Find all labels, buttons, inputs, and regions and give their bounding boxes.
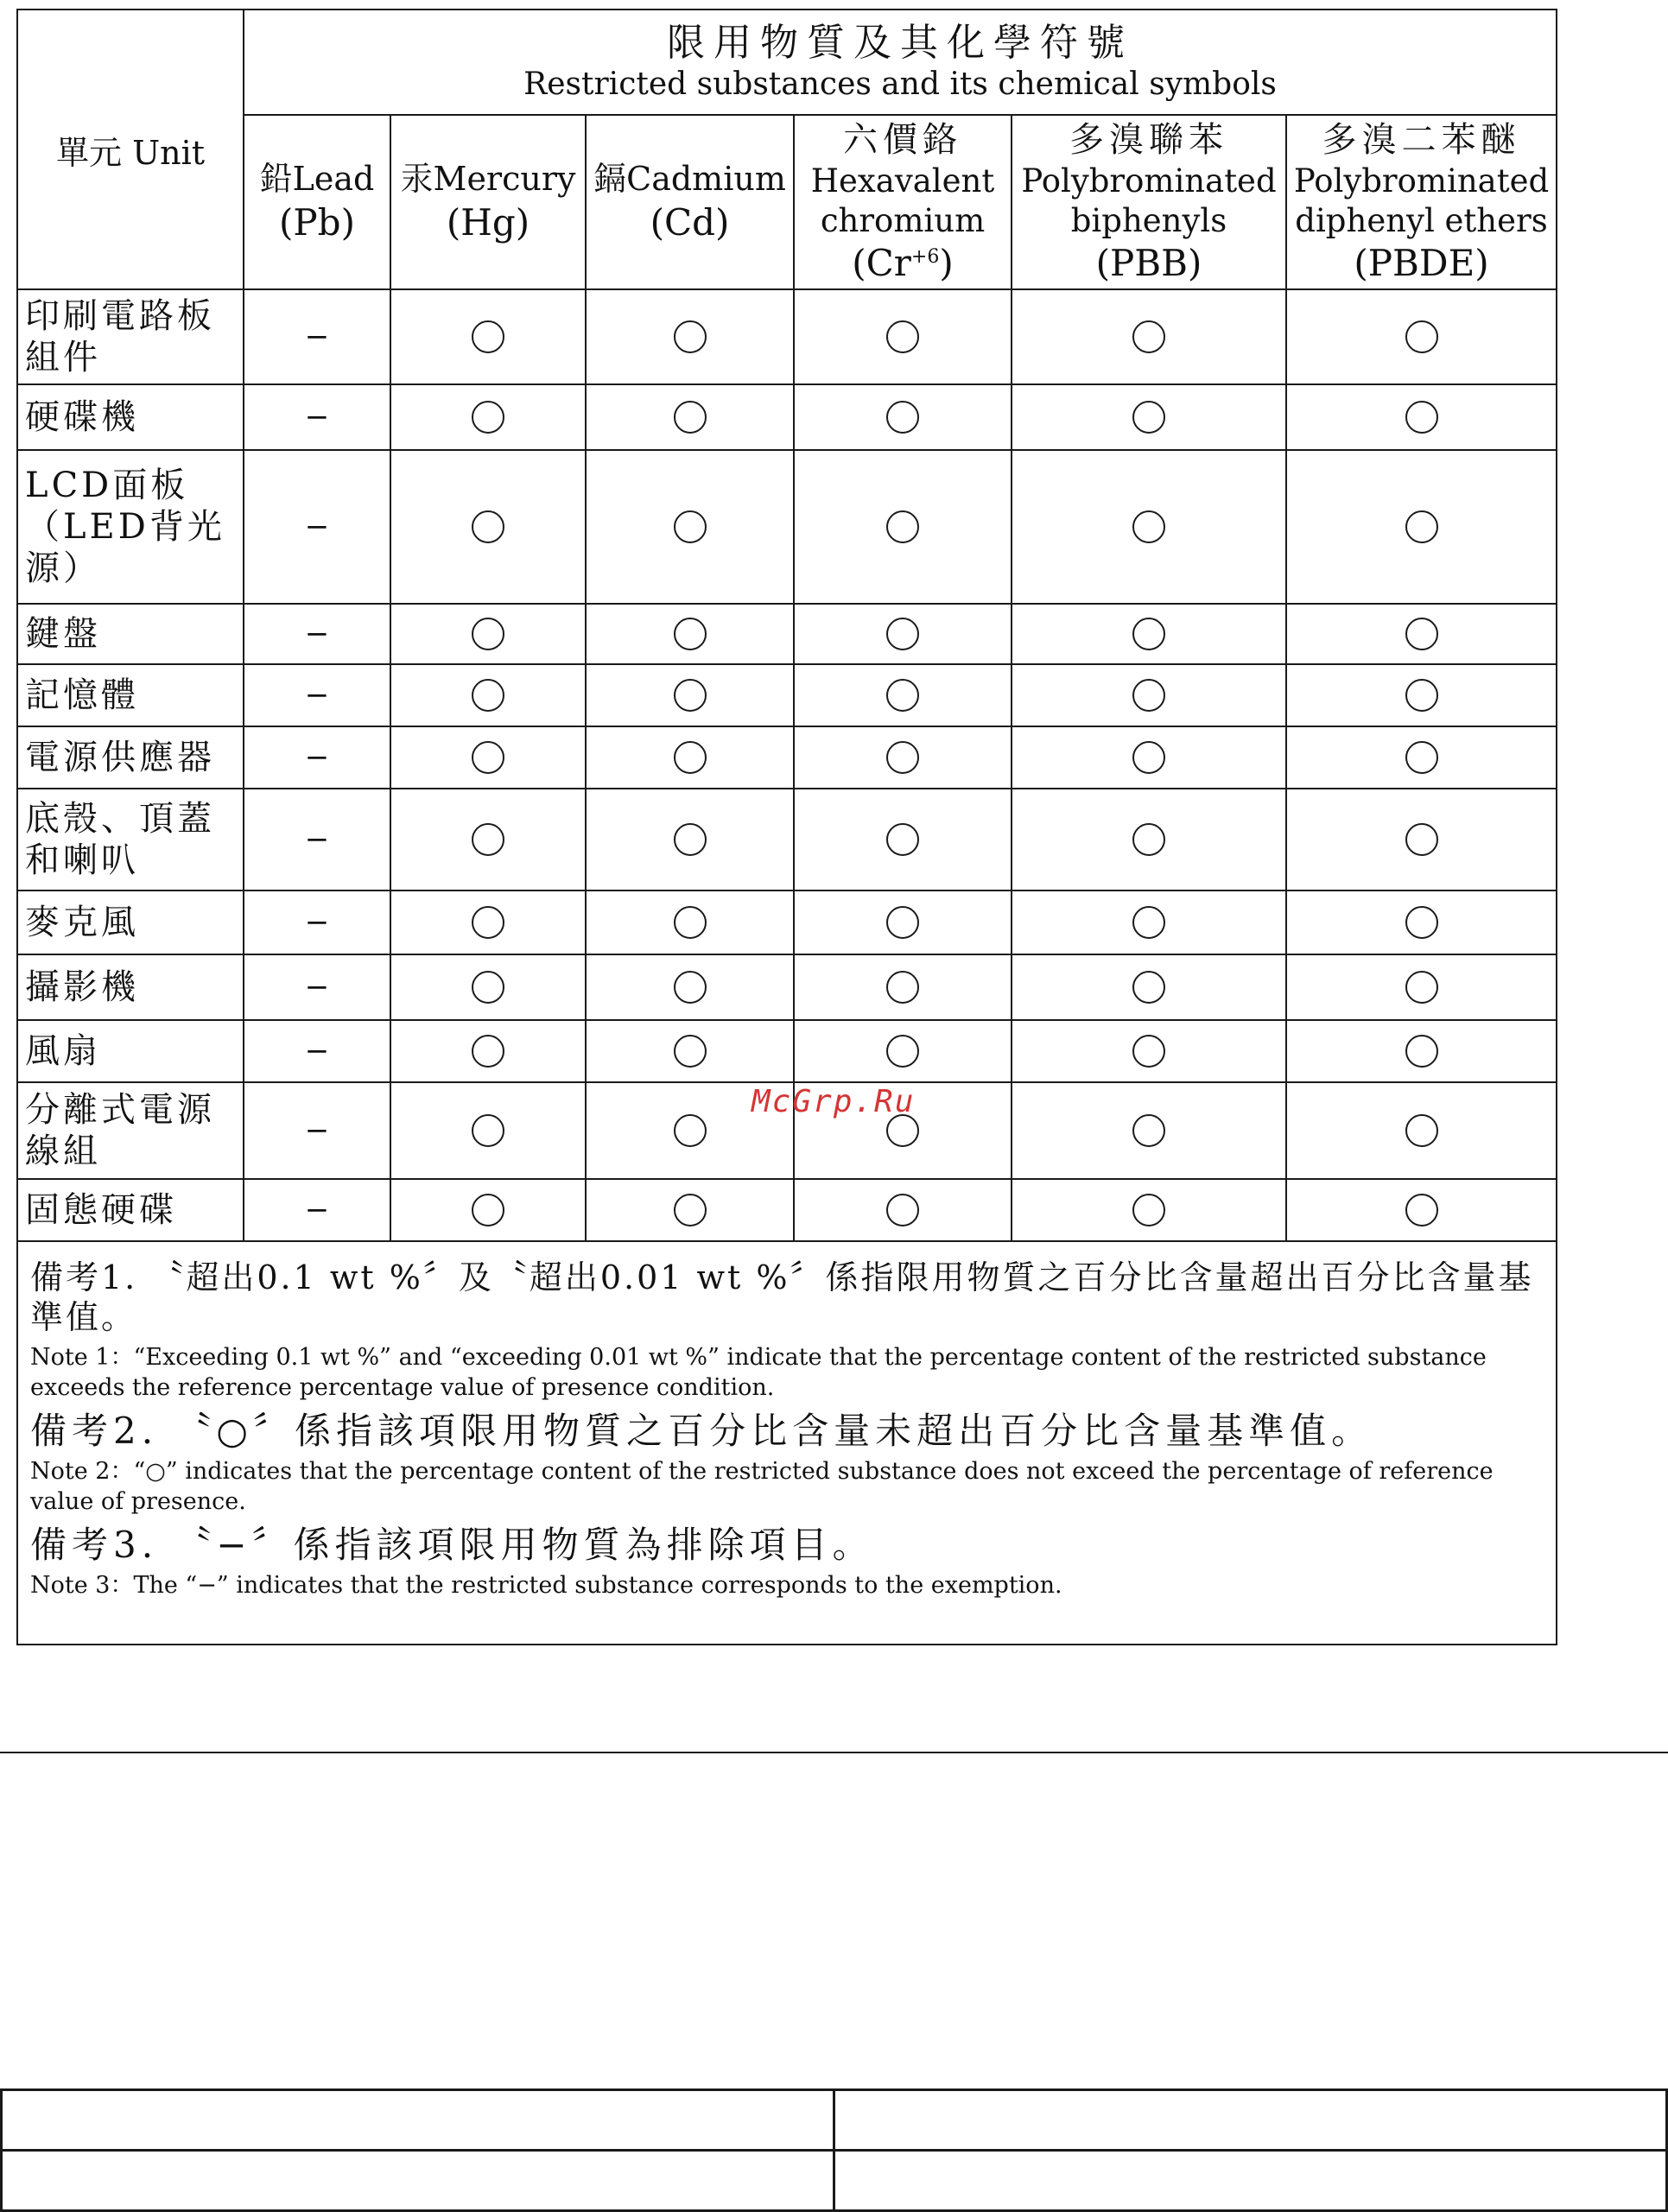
pbb-zh: 多溴聯苯	[1069, 119, 1228, 160]
not-exceeding-circle-icon	[1405, 1194, 1438, 1226]
row-label: 風扇	[17, 1020, 244, 1082]
mark-cell	[244, 1020, 390, 1082]
mark-cell	[586, 1179, 794, 1241]
footer-table	[0, 2088, 1668, 2212]
mark-cell	[1286, 1082, 1557, 1179]
mark-cell	[244, 1179, 390, 1241]
mark-cell	[1012, 664, 1286, 726]
mark-cell	[1286, 384, 1557, 450]
chromium-symbol-sup: +6	[910, 246, 940, 268]
mercury-en: Mercury	[433, 160, 576, 198]
note-3-zh: 備考3. 〝−〞係指該項限用物質為排除項目。	[30, 1524, 874, 1566]
mark-cell	[586, 289, 794, 384]
unit-header: 單元 Unit	[17, 10, 244, 289]
not-exceeding-circle-icon	[674, 1035, 707, 1068]
mark-cell	[794, 604, 1012, 664]
not-exceeding-circle-icon	[472, 1194, 504, 1226]
not-exceeding-circle-icon	[886, 906, 919, 939]
not-exceeding-circle-icon	[472, 823, 504, 856]
not-exceeding-circle-icon	[674, 679, 707, 712]
not-exceeding-circle-icon	[472, 320, 504, 353]
substances-title	[244, 10, 1557, 115]
mark-cell	[390, 289, 586, 384]
chromium-zh: 六價鉻	[843, 119, 962, 160]
not-exceeding-circle-icon	[1405, 823, 1438, 856]
note-3-en: Note 3：The “−” indicates that the restricted substance corresponds to the exemption.	[30, 1572, 1062, 1599]
page-separator-line	[0, 1752, 1668, 1753]
mark-cell	[390, 604, 586, 664]
mark-cell	[1012, 1179, 1286, 1241]
mark-cell	[1286, 1020, 1557, 1082]
exemption-dash: −	[304, 1113, 330, 1148]
footer-cell	[2, 2151, 834, 2211]
not-exceeding-circle-icon	[472, 971, 504, 1004]
not-exceeding-circle-icon	[1132, 1194, 1165, 1226]
not-exceeding-circle-icon	[674, 741, 707, 774]
mark-cell	[1012, 789, 1286, 891]
not-exceeding-circle-icon	[1132, 906, 1165, 939]
pbde-symbol: (PBDE)	[1354, 242, 1489, 284]
not-exceeding-circle-icon	[1405, 971, 1438, 1004]
not-exceeding-circle-icon	[674, 823, 707, 856]
not-exceeding-circle-icon	[674, 971, 707, 1004]
mark-cell	[794, 289, 1012, 384]
footer-cell	[834, 2090, 1667, 2151]
mark-cell	[586, 891, 794, 954]
mark-cell	[1012, 1020, 1286, 1082]
cadmium-zh: 鎘	[593, 160, 627, 198]
row-label: 電源供應器	[17, 726, 244, 789]
column-cadmium	[586, 115, 794, 289]
table-row	[17, 789, 1557, 891]
row-label: 分離式電源線組	[17, 1082, 244, 1179]
table-row	[17, 384, 1557, 450]
column-mercury	[390, 115, 586, 289]
not-exceeding-circle-icon	[472, 510, 504, 543]
not-exceeding-circle-icon	[1405, 679, 1438, 712]
exemption-dash: −	[304, 510, 330, 544]
pbb-en2: biphenyls	[1070, 201, 1227, 239]
footer-cell	[2, 2090, 834, 2151]
mark-cell	[244, 664, 390, 726]
mark-cell	[390, 450, 586, 604]
not-exceeding-circle-icon	[1405, 510, 1438, 543]
table-row	[17, 1020, 1557, 1082]
mark-cell	[794, 954, 1012, 1020]
mark-cell	[1286, 891, 1557, 954]
exemption-dash: −	[304, 320, 330, 354]
mark-cell	[1012, 726, 1286, 789]
pbb-symbol: (PBB)	[1095, 242, 1202, 284]
chromium-en1: Hexavalent	[810, 162, 995, 200]
mark-cell	[390, 1179, 586, 1241]
exemption-dash: −	[304, 678, 330, 713]
row-label: LCD面板（LED背光源）	[17, 450, 244, 604]
chromium-en2: chromium	[820, 201, 986, 239]
note-2-en: Note 2：“○” indicates that the percentage content of the restricted substance does not exceed the percentage of reference value of presence.	[30, 1458, 1494, 1515]
mark-cell	[1012, 384, 1286, 450]
not-exceeding-circle-icon	[886, 823, 919, 856]
table-row	[17, 891, 1557, 954]
note-1-zh: 備考1. 〝超出0.1 wt %〞及〝超出0.01 wt %〞係指限用物質之百分比含量超出百分比含量基準值。	[30, 1258, 1534, 1336]
not-exceeding-circle-icon	[472, 741, 504, 774]
mark-cell	[1012, 450, 1286, 604]
mark-cell	[794, 1020, 1012, 1082]
column-hexavalent-chromium	[794, 115, 1012, 289]
row-label: 印刷電路板組件	[17, 289, 244, 384]
pbb-en1: Polybrominated	[1021, 162, 1277, 200]
mark-cell	[586, 664, 794, 726]
mark-cell	[586, 384, 794, 450]
not-exceeding-circle-icon	[1132, 679, 1165, 712]
not-exceeding-circle-icon	[886, 971, 919, 1004]
mark-cell	[1286, 789, 1557, 891]
mark-cell	[390, 891, 586, 954]
not-exceeding-circle-icon	[886, 618, 919, 650]
not-exceeding-circle-icon	[674, 1114, 707, 1147]
not-exceeding-circle-icon	[1132, 401, 1165, 434]
mark-cell	[244, 289, 390, 384]
mark-cell	[794, 891, 1012, 954]
not-exceeding-circle-icon	[674, 320, 707, 353]
not-exceeding-circle-icon	[472, 401, 504, 434]
mark-cell	[586, 450, 794, 604]
mark-cell	[390, 1020, 586, 1082]
mark-cell	[794, 789, 1012, 891]
not-exceeding-circle-icon	[886, 320, 919, 353]
mark-cell	[390, 789, 586, 891]
mark-cell	[1286, 954, 1557, 1020]
exemption-dash: −	[304, 740, 330, 775]
mark-cell	[244, 450, 390, 604]
column-lead	[244, 115, 390, 289]
not-exceeding-circle-icon	[1132, 971, 1165, 1004]
mark-cell	[244, 384, 390, 450]
cadmium-en: Cadmium	[626, 160, 786, 198]
mark-cell	[794, 664, 1012, 726]
table-row	[17, 450, 1557, 604]
note-1-en: Note 1：“Exceeding 0.1 wt %” and “exceeding 0.01 wt %” indicate that the percentage content of the restricted substance exceeds the reference percentage value of presence condition.	[30, 1344, 1487, 1401]
mark-cell	[390, 664, 586, 726]
chromium-symbol	[795, 241, 1011, 287]
not-exceeding-circle-icon	[1132, 1035, 1165, 1068]
mark-cell	[244, 604, 390, 664]
mark-cell	[244, 891, 390, 954]
row-label: 硬碟機	[17, 384, 244, 450]
not-exceeding-circle-icon	[1405, 401, 1438, 434]
mark-cell	[1286, 604, 1557, 664]
mark-cell	[244, 726, 390, 789]
not-exceeding-circle-icon	[886, 1035, 919, 1068]
not-exceeding-circle-icon	[1405, 906, 1438, 939]
mark-cell	[390, 1082, 586, 1179]
mark-cell	[1286, 664, 1557, 726]
lead-zh: 鉛	[259, 160, 293, 198]
row-label: 記憶體	[17, 664, 244, 726]
exemption-dash: −	[304, 617, 330, 651]
table-row	[17, 289, 1557, 384]
table-row	[17, 664, 1557, 726]
not-exceeding-circle-icon	[472, 1114, 504, 1147]
not-exceeding-circle-icon	[886, 401, 919, 434]
row-label: 麥克風	[17, 891, 244, 954]
notes-section	[17, 1241, 1557, 1645]
exemption-dash: −	[304, 970, 330, 1005]
exemption-dash: −	[304, 905, 330, 940]
title-zh: 限用物質及其化學符號	[667, 21, 1133, 65]
not-exceeding-circle-icon	[886, 741, 919, 774]
mark-cell	[586, 789, 794, 891]
table-row	[17, 726, 1557, 789]
not-exceeding-circle-icon	[472, 906, 504, 939]
not-exceeding-circle-icon	[1405, 1114, 1438, 1147]
exemption-dash: −	[304, 1034, 330, 1068]
mark-cell	[1012, 604, 1286, 664]
exemption-dash: −	[304, 400, 330, 434]
note-2-zh: 備考2. 〝○〞係指該項限用物質之百分比含量未超出百分比含量基準值。	[30, 1410, 1373, 1452]
mark-cell	[390, 954, 586, 1020]
not-exceeding-circle-icon	[472, 679, 504, 712]
mark-cell	[1012, 954, 1286, 1020]
mark-cell	[1012, 1082, 1286, 1179]
not-exceeding-circle-icon	[886, 679, 919, 712]
pbde-en1: Polybrominated	[1293, 162, 1550, 200]
not-exceeding-circle-icon	[1132, 510, 1165, 543]
not-exceeding-circle-icon	[1405, 1035, 1438, 1068]
restricted-substances-table	[16, 9, 1557, 1645]
mark-cell	[794, 384, 1012, 450]
not-exceeding-circle-icon	[674, 1194, 707, 1226]
mark-cell	[1286, 289, 1557, 384]
mark-cell	[390, 726, 586, 789]
chromium-symbol-text: (Cr	[852, 242, 911, 284]
not-exceeding-circle-icon	[1405, 741, 1438, 774]
mark-cell	[244, 954, 390, 1020]
lead-symbol: (Pb)	[279, 200, 355, 244]
row-label: 鍵盤	[17, 604, 244, 664]
pbde-en2: diphenyl ethers	[1295, 201, 1548, 239]
not-exceeding-circle-icon	[674, 618, 707, 650]
footer-cell	[834, 2151, 1667, 2211]
mark-cell	[586, 604, 794, 664]
not-exceeding-circle-icon	[1132, 320, 1165, 353]
not-exceeding-circle-icon	[1132, 823, 1165, 856]
mark-cell	[1012, 891, 1286, 954]
mark-cell	[586, 954, 794, 1020]
exemption-dash: −	[304, 822, 330, 857]
mark-cell	[586, 1020, 794, 1082]
not-exceeding-circle-icon	[674, 401, 707, 434]
mercury-zh: 汞	[400, 160, 434, 198]
mercury-symbol: (Hg)	[446, 200, 530, 244]
table-row	[17, 954, 1557, 1020]
lead-en: Lead	[292, 160, 375, 198]
not-exceeding-circle-icon	[886, 510, 919, 543]
row-label: 固態硬碟	[17, 1179, 244, 1241]
not-exceeding-circle-icon	[472, 618, 504, 650]
not-exceeding-circle-icon	[1405, 618, 1438, 650]
cadmium-symbol: (Cd)	[650, 200, 730, 244]
mark-cell	[794, 450, 1012, 604]
not-exceeding-circle-icon	[674, 906, 707, 939]
mark-cell	[794, 726, 1012, 789]
mark-cell	[244, 1082, 390, 1179]
pbde-zh: 多溴二苯醚	[1322, 119, 1521, 160]
column-pbde	[1286, 115, 1557, 289]
row-label: 攝影機	[17, 954, 244, 1020]
mark-cell	[1286, 726, 1557, 789]
exemption-dash: −	[304, 1193, 330, 1227]
not-exceeding-circle-icon	[1132, 741, 1165, 774]
mark-cell	[244, 789, 390, 891]
table-row	[17, 604, 1557, 664]
mark-cell	[794, 1179, 1012, 1241]
not-exceeding-circle-icon	[1132, 618, 1165, 650]
mark-cell	[1012, 289, 1286, 384]
not-exceeding-circle-icon	[1132, 1114, 1165, 1147]
chromium-symbol-end: )	[939, 242, 954, 284]
not-exceeding-circle-icon	[886, 1194, 919, 1226]
not-exceeding-circle-icon	[1405, 320, 1438, 353]
table-row	[17, 1179, 1557, 1241]
column-pbb	[1012, 115, 1286, 289]
mark-cell	[586, 726, 794, 789]
not-exceeding-circle-icon	[472, 1035, 504, 1068]
watermark: McGrp.Ru	[752, 1084, 916, 1119]
title-en: Restricted substances and its chemical symbols	[523, 67, 1277, 102]
row-label: 底殼、頂蓋和喇叭	[17, 789, 244, 891]
not-exceeding-circle-icon	[674, 510, 707, 543]
mark-cell	[1286, 1179, 1557, 1241]
mark-cell	[1286, 450, 1557, 604]
mark-cell	[390, 384, 586, 450]
